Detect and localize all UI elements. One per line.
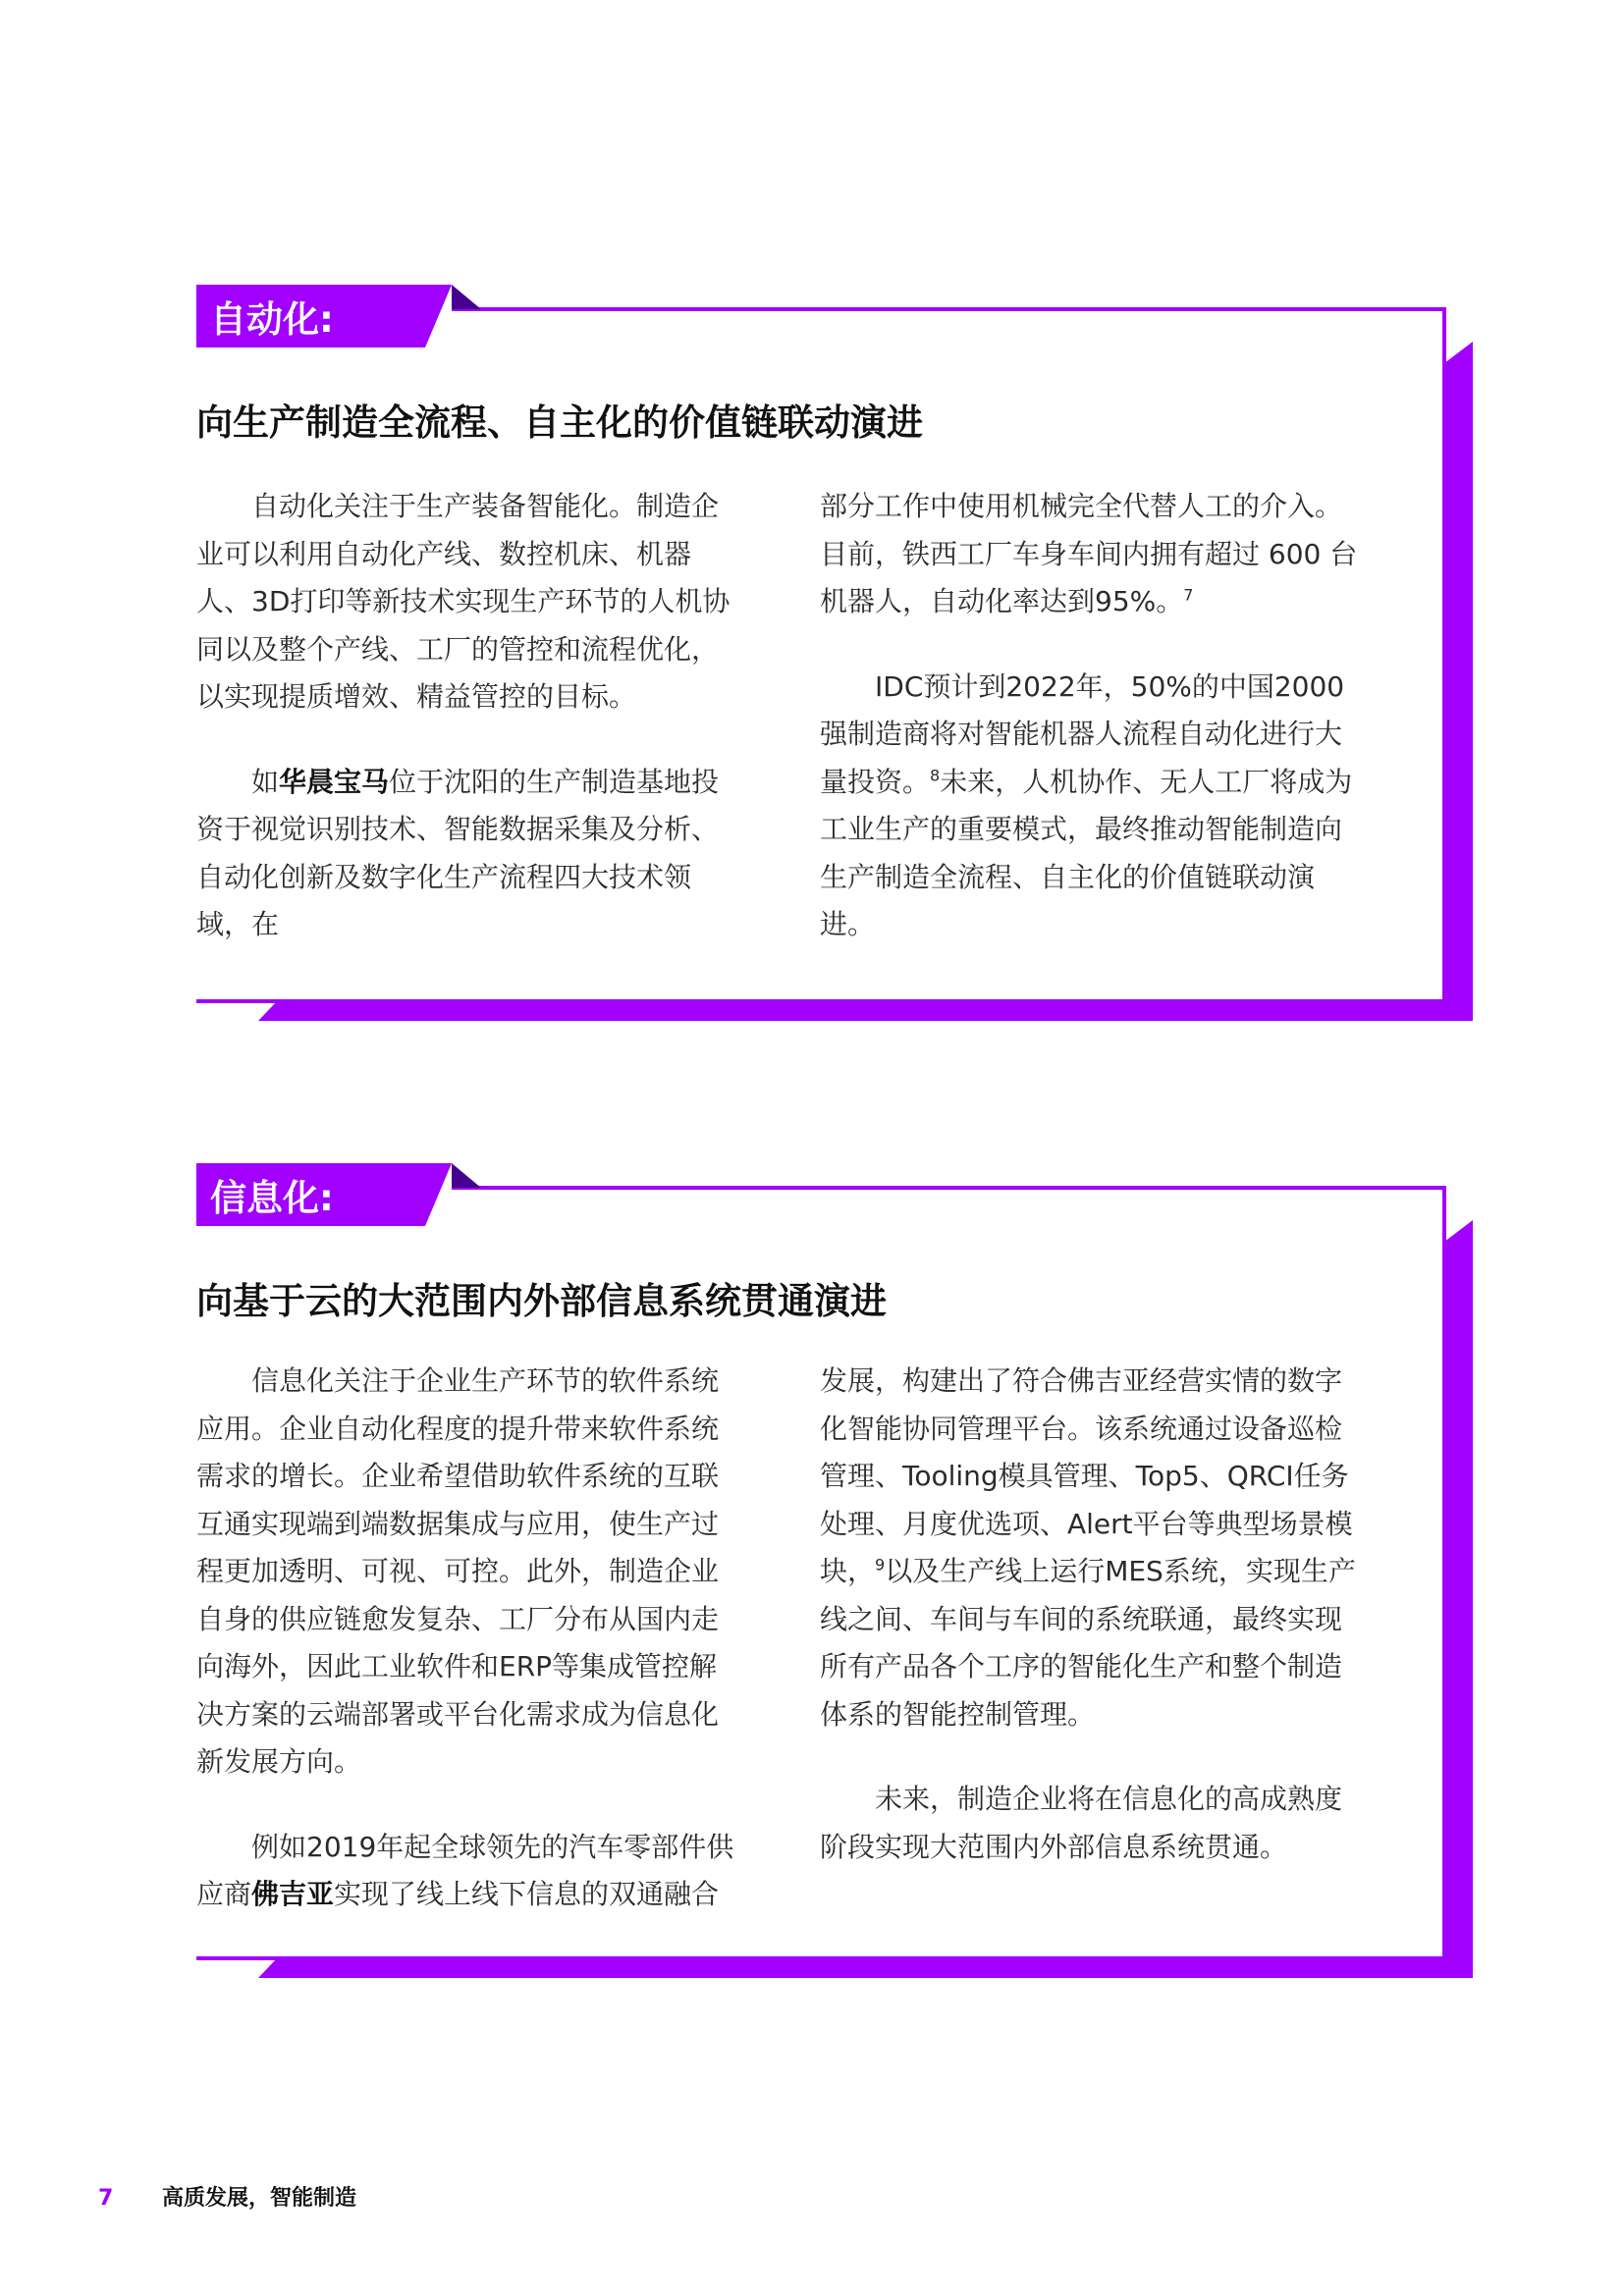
footnote-ref: 7	[1183, 585, 1194, 605]
paragraph: 信息化关注于企业生产环节的软件系统应用。企业自动化程度的提升带来软件系统需求的增长。企业希望借助软件系统的互联互通实现端到端数据集成与应用，使生产过程更加透明、可视、可控。此外，制造企业自身的供应链愈发复杂、工厂分布从国内走向海外，因此工业软件和ERP等集成管控解决方案的云端部署或平台化需求成为信息化新发展方向。	[196, 1364, 720, 1778]
section-heading: 向基于云的大范围内外部信息系统贯通演进	[196, 1280, 887, 1322]
section-tag: 信息化:	[210, 1177, 334, 1219]
paragraph: 自动化关注于生产装备智能化。制造企业可以利用自动化产线、数控机床、机器人、3D打印等新技术实现生产环节的人机协同以及整个产线、工厂的管控和流程优化，以实现提质增效、精益管控的目标。	[196, 490, 731, 713]
section-tag: 自动化:	[210, 298, 334, 341]
section-informatization	[0, 1144, 1624, 1988]
company-name: 华晨宝马	[279, 765, 390, 798]
footer-title: 高质发展，智能制造	[161, 2186, 356, 2211]
tag-shadow	[452, 1163, 481, 1188]
paragraph: IDC预计到2022年，50%的中国2000强制造商将对智能机器人流程自动化进行大量投资。$^8$未来，人机协作、无人工厂将成为工业生产的重要模式，最终推动智能制造向生产制造全流程、自主化的价值链联动演进。	[820, 669, 1353, 940]
paragraph: 发展，构建出了符合佛吉亚经营实情的数字化智能协同管理平台。该系统通过设备巡检管理、Tooling模具管理、Top5、QRCI任务处理、月度优选项、Alert平台等典型场景模块，$^9$以及生产线上运行MES系统，实现生产线之间、车间与车间的系统联通，最终实现所有产品各个工序的智能化生产和整个制造体系的智能控制管理。	[820, 1364, 1356, 1731]
page-number: 7	[98, 2186, 114, 2211]
footnote-ref: 9	[875, 1555, 886, 1575]
paragraph: 未来，制造企业将在信息化的高成熟度阶段实现大范围内外部信息系统贯通。	[820, 1783, 1343, 1863]
text-column-left	[196, 1358, 741, 1956]
footnote-ref: 8	[930, 766, 941, 785]
paragraph: 如华晨宝马位于沈阳的生产制造基地投资于视觉识别技术、智能数据采集及分析、自动化创新及数字化生产流程四大技术领域，在	[196, 765, 720, 940]
tag-shadow	[452, 285, 481, 309]
text-column-right	[820, 1358, 1365, 1908]
text-column-right	[820, 483, 1365, 987]
paragraph: 例如2019年起全球领先的汽车零部件供应商佛吉亚实现了线上线下信息的双通融合	[196, 1830, 734, 1910]
section-heading: 向生产制造全流程、自主化的价值链联动演进	[196, 401, 923, 444]
company-name: 佛吉亚	[251, 1878, 335, 1910]
paragraph: 部分工作中使用机械完全代替人工的介入。目前，铁西工厂车身车间内拥有超过 600 台机器人，自动化率达到95%。$^7$	[820, 490, 1358, 617]
section-automation	[0, 265, 1624, 1031]
text-column-left	[196, 483, 741, 987]
page-footer	[98, 2181, 356, 2212]
